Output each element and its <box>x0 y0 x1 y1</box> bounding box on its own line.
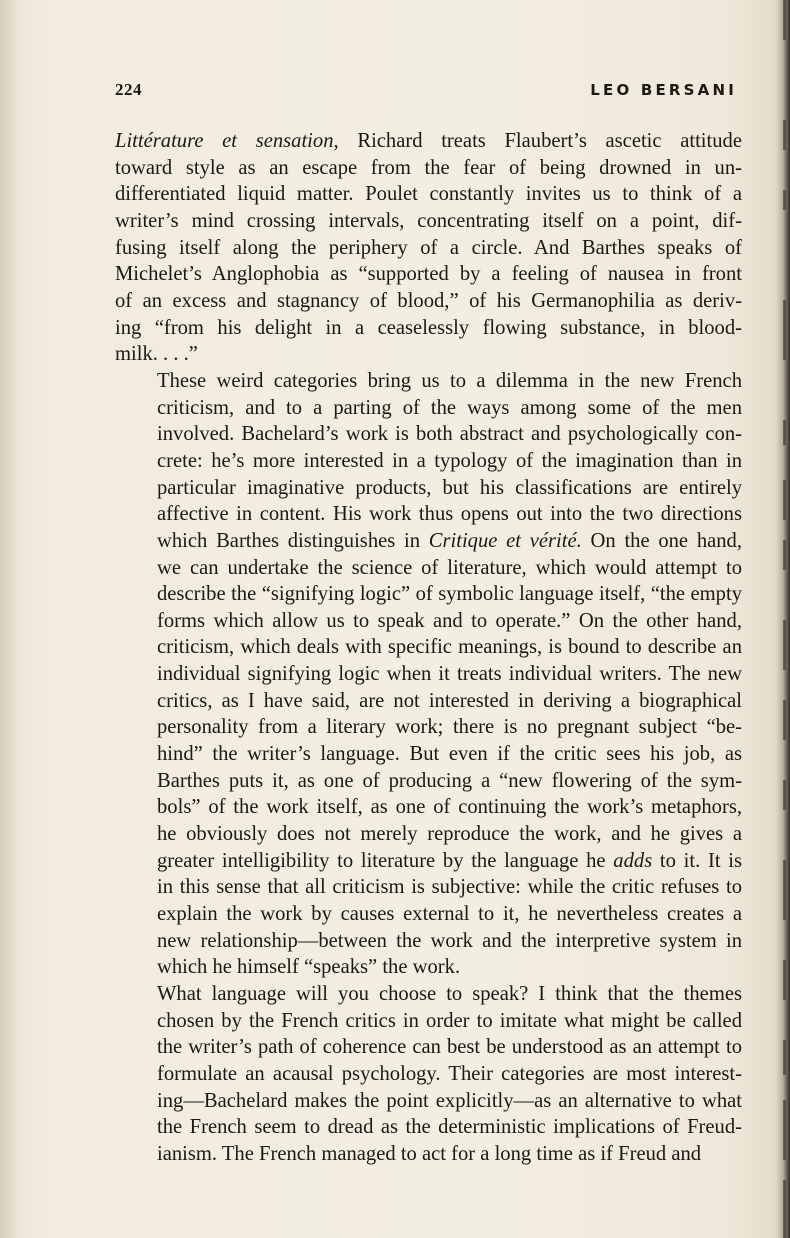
page-edge-mark <box>783 1040 786 1075</box>
text-line: the writer’s path of coherence can best be understood as an attempt to <box>157 1036 742 1059</box>
text-line: of an excess and stagnancy of blood,” of his Germanophilia as deriv- <box>115 289 742 312</box>
paragraph <box>115 981 742 1168</box>
text-line: greater intelligibility to literature by the language he adds to it. It is <box>157 849 742 872</box>
text-line: writer’s mind crossing intervals, concentrating itself on a point, dif- <box>115 209 742 232</box>
text-line: differentiated liquid matter. Poulet constantly invites us to think of a <box>115 183 742 206</box>
text-line: which Barthes distinguishes in Critique et vérité. On the one hand, <box>157 529 742 552</box>
text-line: he obviously does not merely reproduce the work, and he gives a <box>157 823 742 846</box>
text-line: Barthes puts it, as one of producing a “new flowering of the sym- <box>157 769 742 792</box>
text-line: criticism, and to a parting of the ways among some of the men <box>157 396 742 419</box>
text-line: individual signifying logic when it treats individual writers. The new <box>157 663 742 686</box>
text-line: ing “from his delight in a ceaselessly flowing substance, in blood- <box>115 316 742 339</box>
page-edge-mark <box>783 480 786 520</box>
text-line: fusing itself along the periphery of a circle. And Barthes speaks of <box>115 236 742 259</box>
italic-title: Littérature et sensation, <box>115 130 339 152</box>
text-line: we can undertake the science of literature, which would attempt to <box>157 556 742 579</box>
text-line: What language will you choose to speak? I think that the themes <box>157 983 742 1005</box>
text-line: new relationship—between the work and the interpretive system in <box>157 929 742 952</box>
text-line: bols” of the work itself, as one of continuing the work’s metaphors, <box>157 796 742 819</box>
text-line: formulate an acausal psychology. Their categories are most interest- <box>157 1062 742 1085</box>
page-edge-mark <box>783 0 786 40</box>
text-line: milk. . . .” <box>115 343 198 366</box>
text-line: which he himself “speaks” the work. <box>157 956 461 979</box>
page-number: 224 <box>115 80 142 99</box>
text-line: affective in content. His work thus opens out into the two directions <box>157 503 742 526</box>
text-line: Littérature et sensation, Richard treats Flaubert’s ascetic attitude <box>115 130 742 152</box>
running-head: LEO BERSANI <box>590 81 737 99</box>
page-edge-mark <box>783 960 786 1000</box>
page-edge-mark <box>783 540 786 570</box>
page-edge-mark <box>783 860 786 920</box>
page-edge-mark <box>783 190 786 210</box>
text-line: critics, as I have said, are not interested in deriving a biographical <box>157 689 742 712</box>
italic-title: adds <box>613 849 653 872</box>
page-edge-mark <box>783 420 786 445</box>
page-edge-mark <box>783 300 786 360</box>
text-line: describe the “signifying logic” of symbolic language itself, “the empty <box>157 583 742 606</box>
page-edge-mark <box>783 1180 786 1238</box>
gutter-shadow <box>0 0 22 1238</box>
text-line: explain the work by causes external to it, he nevertheless creates a <box>157 903 742 926</box>
page-edge-mark <box>783 780 786 810</box>
text-line: chosen by the French critics in order to imitate what might be called <box>157 1009 742 1032</box>
text-line: ianism. The French managed to act for a long time as if Freud and <box>157 1142 702 1165</box>
page-header <box>115 80 737 104</box>
text-line: the French seem to dread as the deterministic implications of Freud- <box>157 1116 742 1139</box>
text-line: Michelet’s Anglophobia as “supported by a feeling of nausea in front <box>115 263 742 286</box>
page-edge-mark <box>783 700 786 740</box>
text-line: forms which allow us to speak and to operate.” On the other hand, <box>157 609 742 632</box>
text-line: toward style as an escape from the fear of being drowned in un- <box>115 156 742 179</box>
text-line: These weird categories bring us to a dilemma in the new French <box>157 369 742 392</box>
page-edge-mark <box>783 620 786 670</box>
page-edge-mark <box>783 1100 786 1160</box>
body-text <box>115 128 742 1168</box>
text-line: particular imaginative products, but his classifications are entirely <box>157 476 742 499</box>
text-line: involved. Bachelard’s work is both abstract and psychologically con- <box>157 423 742 446</box>
text-line: hind” the writer’s language. But even if the critic sees his job, as <box>157 743 742 766</box>
text-line: crete: he’s more interested in a typology of the imagination than in <box>157 449 742 472</box>
page-edge-mark <box>783 120 786 150</box>
paragraph <box>115 368 742 981</box>
text-line: criticism, which deals with specific meanings, is bound to describe an <box>157 636 742 659</box>
paragraph <box>115 128 742 368</box>
text-line: personality from a literary work; there is no pregnant subject “be- <box>157 716 742 739</box>
text-line: ing—Bachelard makes the point explicitly—as an alternative to what <box>157 1089 742 1112</box>
text-line: in this sense that all criticism is subjective: while the critic refuses to <box>157 876 742 899</box>
italic-title: Critique et vérité. <box>428 529 582 552</box>
